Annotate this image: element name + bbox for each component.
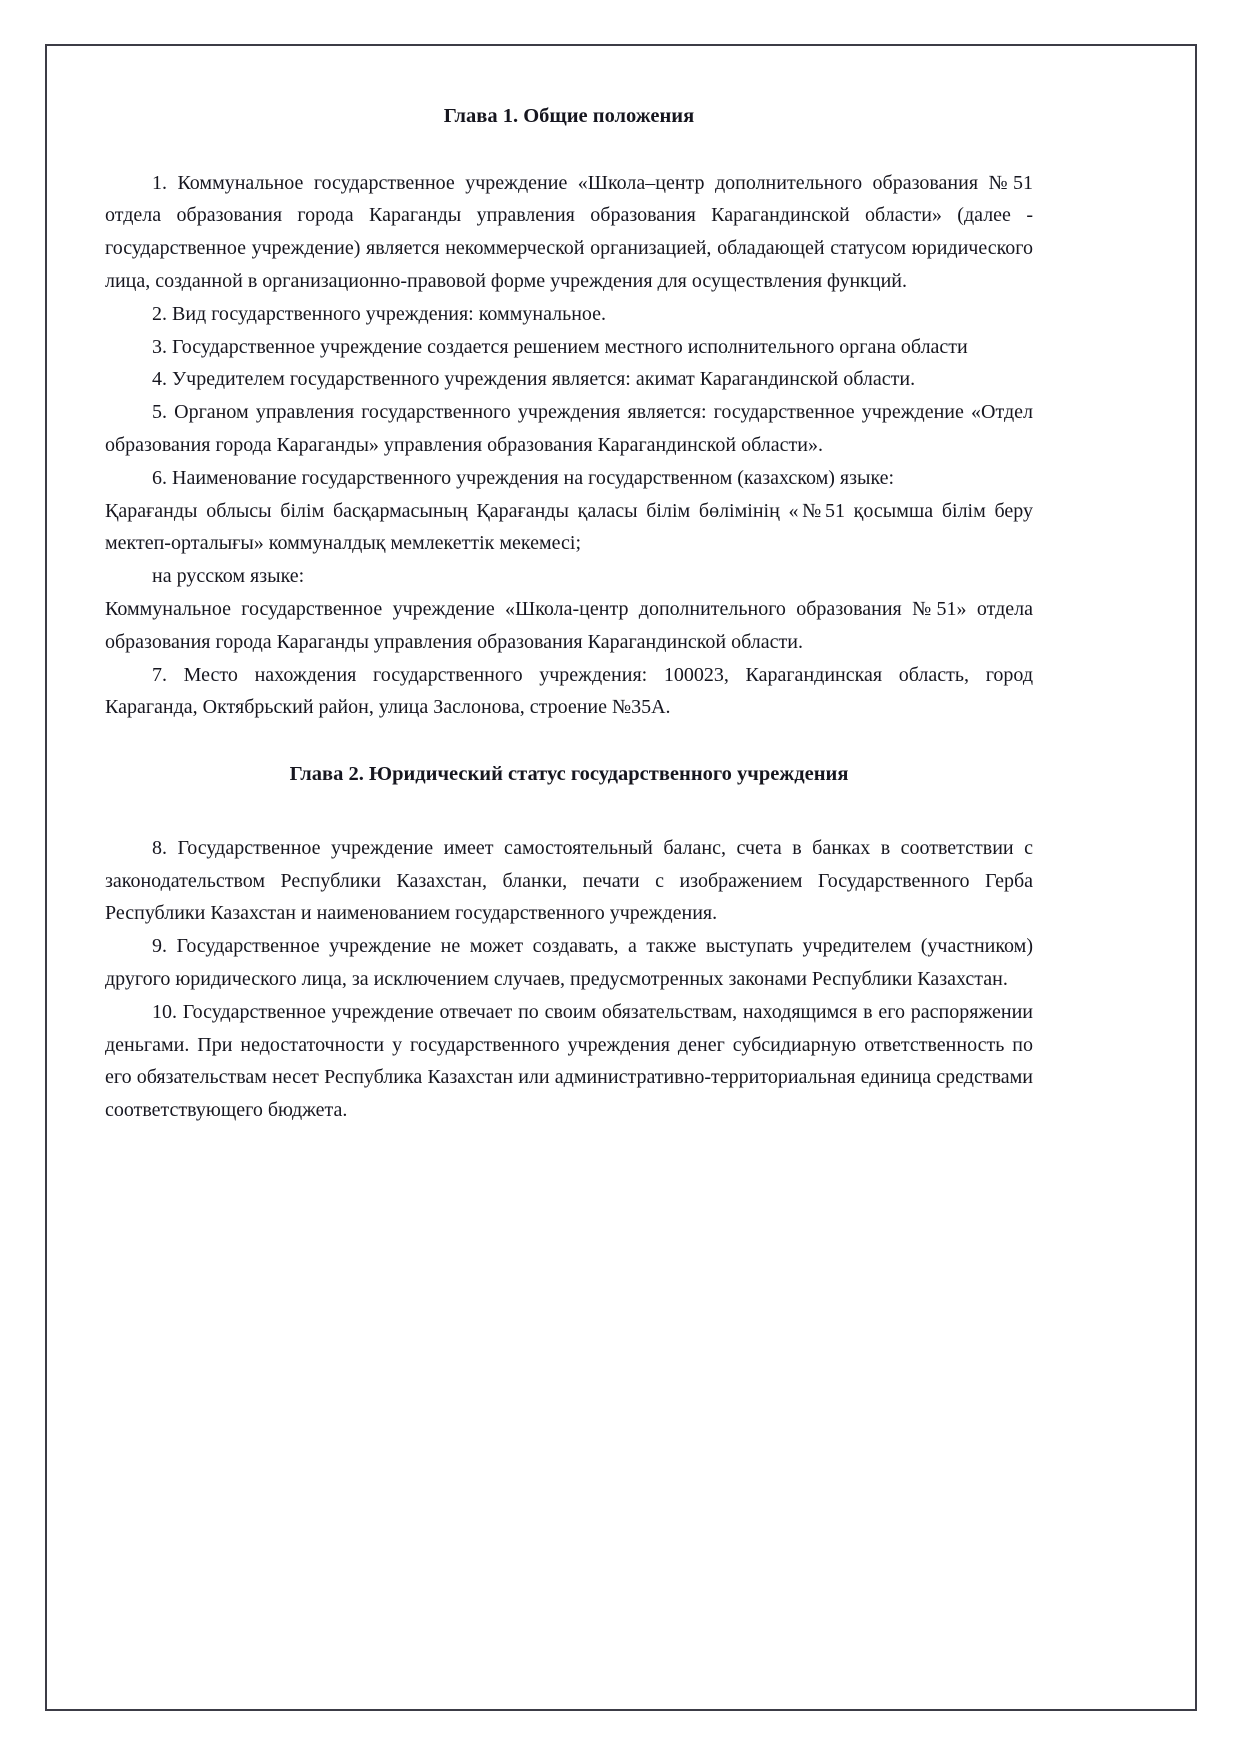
paragraph-8: 8. Государственное учреждение имеет самостоятельный баланс, счета в банках в соответствии с законодательством Республики Казахстан, бланки, печати с изображением Государственного Герба Республики Казахстан и наименованием государственного учреждения. (105, 836, 1033, 925)
chapter-1-title: Глава 1. Общие положения (443, 105, 695, 127)
paragraph-2: 2. Вид государственного учреждения: коммунальное. (152, 302, 607, 325)
chapter-2-title: Глава 2. Юридический статус государственного учреждения (289, 763, 849, 786)
paragraph-6-russian-name: Коммунальное государственное учреждение «Школа-центр дополнительного образования №51» отдела образования города Караганды управления образования Карагандинской области. (105, 597, 1033, 653)
document-content (47, 46, 1195, 1709)
paragraph-4: 4. Учредителем государственного учреждения является: акимат Карагандинской области. (152, 368, 916, 391)
paragraph-3: 3. Государственное учреждение создается решением местного исполнительного органа области (152, 335, 968, 358)
paragraph-6-russian-label: на русском языке: (152, 565, 305, 588)
paragraph-6: 6. Наименование государственного учреждения на государственном (казахском) языке: (152, 466, 895, 489)
paragraph-10: 10. Государственное учреждение отвечает по своим обязательствам, находящимся в его распоряжении деньгами. При недостаточности у государственного учреждения денег субсидиарную ответственность по его обязательствам несет Республика Казахстан или административно-территориальная единица средствами соответствующего бюджета. (105, 1000, 1033, 1122)
paragraph-5: 5. Органом управления государственного учреждения является: государственное учреждение «Отдел образования города Караганды» управления образования Карагандинской области». (105, 401, 1033, 456)
paragraph-9: 9. Государственное учреждение не может создавать, а также выступать учредителем (участником) другого юридического лица, за исключением случаев, предусмотренных законами Республики Казахстан. (105, 935, 1033, 990)
page-border-frame (45, 44, 1197, 1711)
paragraph-6-kazakh-name: Қарағанды облысы білім басқармасының Қарағанды қаласы білім бөлімінің «№51 қосымша білім беру мектеп-орталығы» коммуналдық мемлекеттік мекемесі; (105, 499, 1033, 555)
paragraph-7: 7. Место нахождения государственного учреждения: 100023, Карагандинская область, город Караганда, Октябрьский район, улица Заслонова, строение №35А. (105, 663, 1033, 719)
paragraph-1: 1. Коммунальное государственное учреждение «Школа–центр дополнительного образования №51 отдела образования города Караганды управления образования Карагандинской области» (далее - государственное учреждение) является некоммерческой организацией, обладающей статусом юридического лица, созданной в организационно-правовой форме учреждения для осуществления функций. (105, 171, 1033, 292)
